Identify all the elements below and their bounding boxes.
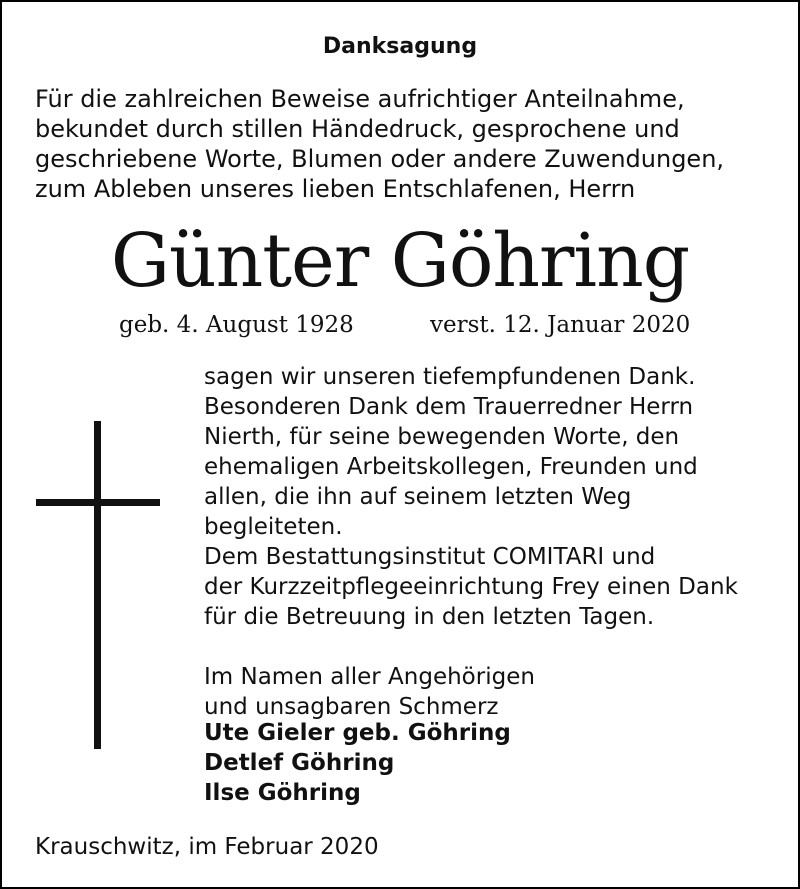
- signatories: [204, 718, 704, 808]
- body-line: Dem Bestattungsinstitut COMITARI und: [204, 544, 656, 570]
- intro-line: bekundet durch stillen Händedruck, gesprochene und: [35, 115, 680, 143]
- cross-horizontal-bar: [36, 499, 160, 506]
- thanks-text: [204, 362, 784, 722]
- body-line: Nierth, für seine bewegenden Worte, den: [204, 424, 680, 450]
- paragraph-gap: [204, 632, 784, 662]
- heading: Danksagung: [322, 34, 478, 59]
- body-line: Besonderen Dank dem Trauerredner Herrn: [204, 394, 694, 420]
- closing-line: Im Namen aller Angehörigen: [204, 664, 535, 690]
- intro-line: Für die zahlreichen Beweise aufrichtiger Anteilnahme,: [35, 85, 685, 113]
- body-line: allen, die ihn auf seinem letzten Weg: [204, 484, 632, 510]
- body-line: für die Betreuung in den letzten Tagen.: [204, 604, 655, 630]
- death-date: verst. 12. Januar 2020: [430, 312, 691, 338]
- signatory-name: Ilse Göhring: [204, 780, 361, 806]
- body-line: begleiteten.: [204, 514, 343, 540]
- deceased-name: Günter Göhring: [110, 218, 690, 304]
- cross-vertical-bar: [94, 421, 101, 749]
- closing-line: und unsagbaren Schmerz: [204, 694, 499, 720]
- signatory-name: Detlef Göhring: [204, 750, 395, 776]
- place-date: Krauschwitz, im Februar 2020: [35, 834, 379, 860]
- body-line: ehemaligen Arbeitskollegen, Freunden und: [204, 454, 698, 480]
- intro-text: [35, 84, 775, 204]
- intro-line: zum Ableben unseres lieben Entschlafenen, Herrn: [35, 175, 636, 203]
- body-line: der Kurzzeitpflegeeinrichtung Frey einen Dank: [204, 574, 738, 600]
- body-line: sagen wir unseren tiefempfundenen Dank.: [204, 364, 696, 390]
- signatory-name: Ute Gieler geb. Göhring: [204, 720, 511, 746]
- birth-date: geb. 4. August 1928: [119, 312, 354, 338]
- intro-line: geschriebene Worte, Blumen oder andere Zuwendungen,: [35, 145, 725, 173]
